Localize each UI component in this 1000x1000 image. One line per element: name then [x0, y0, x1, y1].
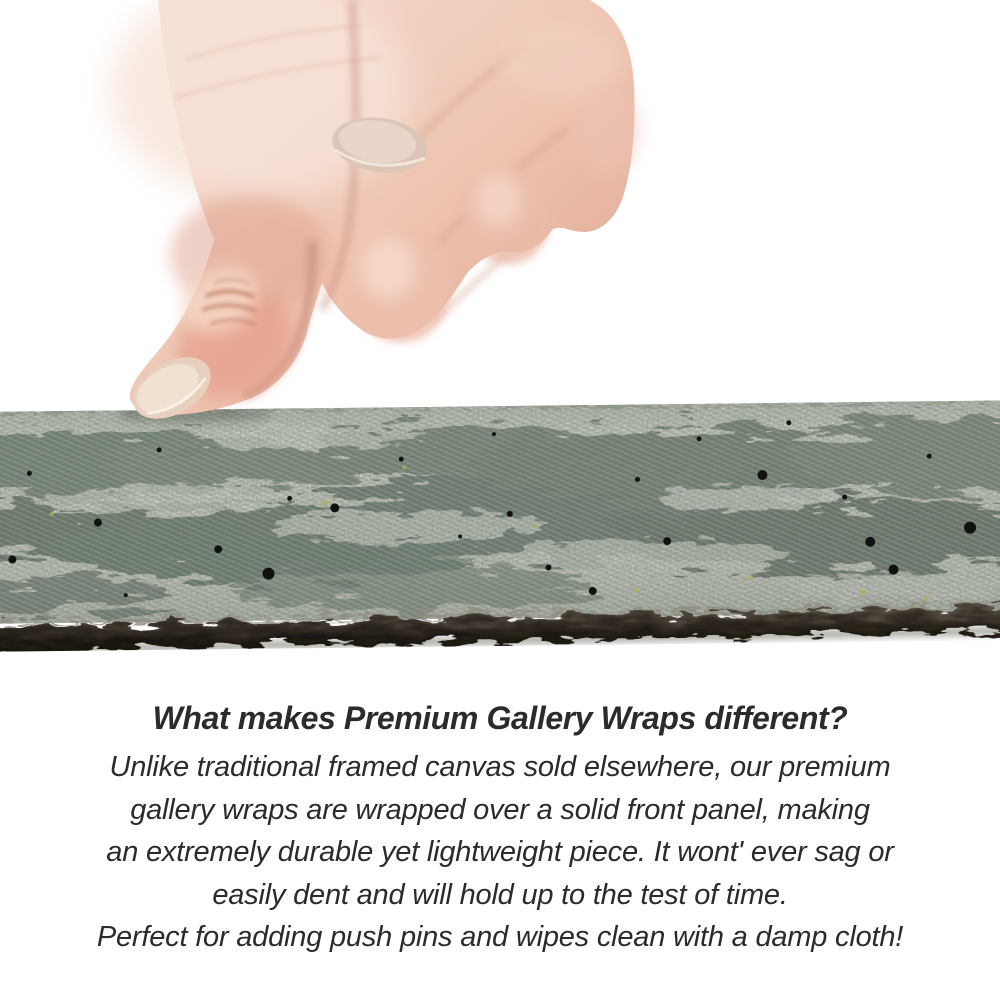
- copy-line-1: Unlike traditional framed canvas sold elsewhere, our premium: [109, 751, 891, 783]
- canvas-green-patches: [0, 400, 1000, 625]
- copy-line-3: an extremely durable yet lightweight piece. It wont' ever sag or: [106, 836, 894, 868]
- hand-photo: [0, 0, 700, 432]
- copy-line-2: gallery wraps are wrapped over a solid front panel, making: [130, 793, 870, 826]
- copy-line-5: Perfect for adding push pins and wipes clean with a damp cloth!: [96, 921, 904, 953]
- marketing-copy: [0, 700, 1000, 959]
- canvas-texture: [0, 400, 1000, 652]
- copy-heading: What makes Premium Gallery Wraps different?: [152, 700, 848, 736]
- canvas-strip: [0, 400, 1000, 652]
- copy-line-4: easily dent and will hold up to the test of time.: [212, 878, 788, 911]
